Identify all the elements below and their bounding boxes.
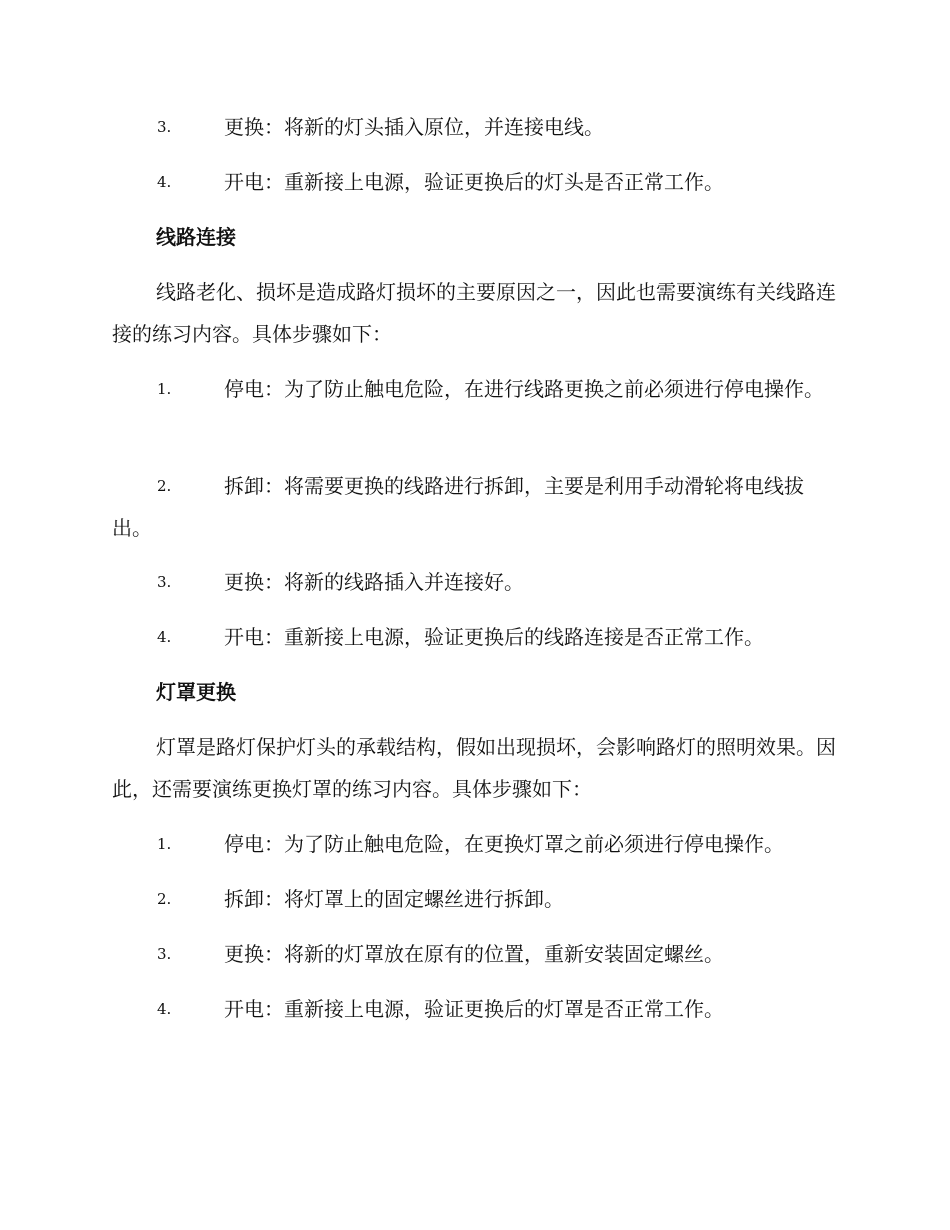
list-text: 停电：为了防止触电危险，在更换灯罩之前必须进行停电操作。 [224,832,784,856]
list-number: 1. [157,380,172,398]
list-text: 拆卸：将灯罩上的固定螺丝进行拆卸。 [224,887,564,911]
section-heading-lampshade: 灯罩更换 [156,680,236,704]
list-text: 更换：将新的灯头插入原位，并连接电线。 [224,115,604,139]
list-item [112,933,837,975]
list-text: 开电：重新接上电源，验证更换后的线路连接是否正常工作。 [224,625,764,649]
list-number: 3. [157,945,172,963]
list-number: 4. [157,1000,172,1018]
section-intro-wiring: 线路老化、损坏是造成路灯损坏的主要原因之一，因此也需要演练有关线路连接的练习内容。具体步骤如下： [112,280,836,346]
list-text: 开电：重新接上电源，验证更换后的灯罩是否正常工作。 [224,997,724,1021]
list-number: 3. [157,573,172,591]
list-item [112,988,837,1030]
list-number: 2. [157,477,172,495]
list-text: 停电：为了防止触电危险，在进行线路更换之前必须进行停电操作。 [224,377,824,401]
list-number: 2. [157,890,172,908]
list-text: 拆卸：将需要更换的线路进行拆卸，主要是利用手动滑轮将电线拔出。 [112,474,804,540]
list-number: 3. [157,118,172,136]
list-item [112,106,837,148]
list-text: 更换：将新的线路插入并连接好。 [224,570,524,594]
list-text: 开电：重新接上电源，验证更换后的灯头是否正常工作。 [224,170,724,194]
list-item [112,465,837,549]
list-item [112,878,837,920]
list-item [112,823,837,865]
list-text: 更换：将新的灯罩放在原有的位置，重新安装固定螺丝。 [224,942,724,966]
section-heading-wiring: 线路连接 [156,225,236,249]
list-number: 4. [157,173,172,191]
list-item [112,161,837,203]
list-number: 4. [157,628,172,646]
list-number: 1. [157,835,172,853]
list-item [112,368,837,410]
list-item [112,616,837,658]
list-item [112,561,837,603]
section-intro-lampshade: 灯罩是路灯保护灯头的承载结构，假如出现损坏，会影响路灯的照明效果。因此，还需要演练更换灯罩的练习内容。具体步骤如下： [112,735,836,801]
